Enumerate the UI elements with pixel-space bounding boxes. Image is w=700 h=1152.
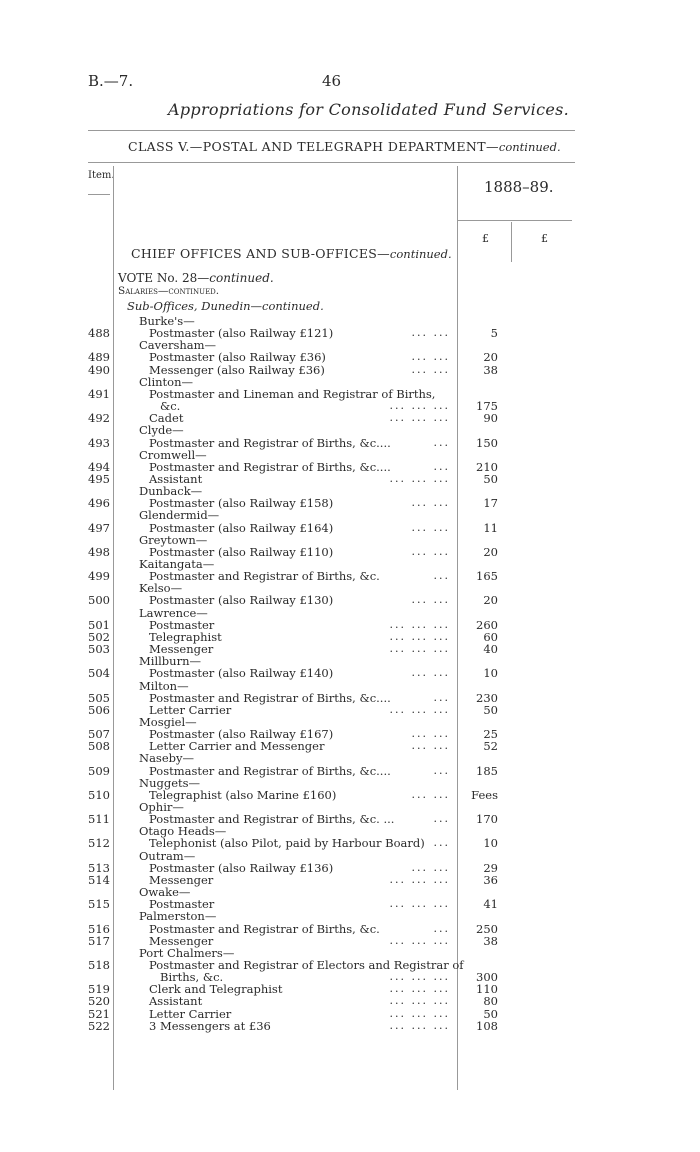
item-number: 489 [88,350,110,365]
row-amount: 5 [490,326,498,341]
place-name: Glendermid— [139,508,220,523]
row-amount: 50 [483,702,498,717]
header-rule [88,130,575,131]
row-description: Postmaster and Registrar of Births, &c. [149,921,380,936]
place-name: Kaitangata— [139,557,215,571]
year-column-header: 1888–89. [484,178,554,196]
leader-dots: ... ... ... [389,411,450,425]
leader-dots: ... [433,921,450,935]
leader-dots: ... [433,459,450,473]
item-number: 508 [88,739,110,754]
leader-dots: ... ... [411,593,450,607]
leader-dots: ... ... [411,362,450,376]
leader-dots: ... ... ... [389,933,450,947]
row-amount: 230 [476,690,498,705]
row-description: Cadet [149,411,184,426]
item-number: 511 [88,812,110,827]
row-amount: 170 [476,812,498,827]
row-amount: 165 [476,569,498,584]
item-number: 492 [88,411,110,426]
place-name: Naseby— [139,751,194,766]
leader-dots: ... [433,435,450,449]
leader-dots: ... ... ... [389,1018,450,1032]
leader-dots: ... ... ... [389,872,450,886]
item-number: 496 [88,496,110,511]
row-description: Postmaster (also Railway £140) [149,666,334,681]
class-title: CLASS V.—POSTAL AND TELEGRAPH DEPARTMENT—continued. [128,139,561,154]
place-name: Millburn— [139,654,201,669]
section-heading: CHIEF OFFICES AND SUB-OFFICES—continued. [131,246,452,261]
place-name: Ophir— [139,800,184,814]
row-amount: 250 [476,921,498,936]
row-description: Clerk and Telegraphist [149,982,283,997]
leader-dots: ... [433,836,450,850]
item-number: 503 [88,642,110,657]
leader-dots: ... ... ... [389,642,450,656]
item-underline [88,194,110,195]
item-number: 504 [88,666,110,681]
row-amount: Fees [471,787,498,802]
row-description: Postmaster and Lineman and Registrar of Births, [149,386,436,401]
row-amount: 300 [476,970,498,985]
row-description: Telegraphist (also Marine £160) [149,787,337,802]
item-number: 514 [88,872,110,887]
row-description-continued: Births, &c. [160,970,224,985]
leader-dots: ... [433,812,450,826]
place-name: Burke's— [139,314,195,328]
vote-heading: VOTE No. 28—continued. [118,271,274,285]
row-description: Assistant [149,994,203,1009]
item-number: 488 [88,326,110,341]
row-description: Letter Carrier [149,1006,232,1021]
document-reference: B.—7. [88,72,134,90]
row-description: Postmaster and Registrar of Births, &c. [149,569,380,584]
leader-dots: ... ... ... [389,970,450,984]
row-amount: 185 [476,763,498,778]
place-name: Cromwell— [139,447,207,462]
item-number: 501 [88,617,110,632]
item-number: 506 [88,702,110,717]
place-name: Greytown— [139,532,208,547]
leader-dots: ... ... [411,860,450,874]
row-amount: 10 [483,836,498,851]
place-name: Owake— [139,885,191,900]
leader-dots: ... ... [411,666,450,680]
row-amount: 20 [483,544,498,559]
row-amount: 50 [483,471,498,486]
leader-dots: ... ... ... [389,897,450,911]
item-number: 491 [88,386,110,401]
item-number: 495 [88,471,110,486]
row-amount: 20 [483,350,498,365]
item-number: 510 [88,787,110,802]
row-amount: 60 [483,629,498,644]
total-column-divider [511,222,512,262]
row-description: Postmaster and Registrar of Electors and Registrar of [149,957,464,972]
item-number: 516 [88,921,110,936]
leader-dots: ... ... [411,496,450,510]
place-name: Milton— [139,678,189,693]
item-number: 490 [88,362,110,377]
item-number: 498 [88,544,110,559]
row-description: Postmaster (also Railway £136) [149,860,334,875]
leader-dots: ... ... [411,787,450,801]
leader-dots: ... ... ... [389,399,450,413]
row-description: Postmaster and Registrar of Births, &c.... [149,459,391,474]
place-name: Port Chalmers— [139,945,235,960]
subheader-rule [457,220,572,221]
place-name: Dunback— [139,484,203,499]
leader-dots: ... ... [411,544,450,558]
leader-dots: ... ... ... [389,702,450,716]
row-amount: 80 [483,994,498,1009]
row-amount: 52 [483,739,498,754]
row-amount: 210 [476,459,498,474]
class-rule [88,162,575,163]
row-amount: 150 [476,435,498,450]
row-description: Telegraphist [149,629,222,644]
item-number: 521 [88,1006,110,1021]
row-description: Telephonist (also Pilot, paid by Harbour Board) [149,836,425,851]
leader-dots: ... ... [411,326,450,340]
leader-dots: ... [433,690,450,704]
row-description: Postmaster and Registrar of Births, &c.... [149,763,391,778]
page-title: Appropriations for Consolidated Fund Services. [168,100,570,119]
place-name: Outram— [139,848,196,863]
place-name: Nuggets— [139,775,201,790]
row-amount: 41 [483,897,498,912]
leader-dots: ... ... ... [389,629,450,643]
item-number: 500 [88,593,110,608]
amount-column-divider [457,166,458,1090]
item-number: 497 [88,520,110,535]
row-amount: 50 [483,1006,498,1021]
item-number: 493 [88,435,110,450]
leader-dots: ... ... [411,739,450,753]
leader-dots: ... ... ... [389,982,450,996]
row-description: Assistant [149,471,203,486]
place-name: Kelso— [139,581,183,596]
row-amount: 36 [483,872,498,887]
row-description: Postmaster (also Railway £158) [149,496,334,511]
row-description: Postmaster (also Railway £130) [149,593,334,608]
item-number: 505 [88,690,110,705]
page-number: 46 [322,72,342,90]
leader-dots: ... ... [411,727,450,741]
leader-dots: ... ... ... [389,1006,450,1020]
place-name: Lawrence— [139,605,208,620]
row-description: Postmaster and Registrar of Births, &c.... [149,690,391,705]
row-description: Messenger [149,642,214,657]
item-number: 517 [88,933,110,948]
row-amount: 260 [476,617,498,632]
row-description: Postmaster (also Railway £36) [149,350,326,365]
row-description: Postmaster (also Railway £167) [149,727,334,742]
item-number: 522 [88,1018,110,1033]
item-number: 502 [88,629,110,644]
place-name: Palmerston— [139,909,217,924]
item-number: 499 [88,569,110,584]
leader-dots: ... ... ... [389,471,450,485]
leader-dots: ... ... [411,520,450,534]
item-column-header: Item. [88,170,115,181]
row-amount: 25 [483,727,498,742]
leader-dots: ... ... ... [389,617,450,631]
item-number: 512 [88,836,110,851]
leader-dots: ... [433,569,450,583]
item-number: 515 [88,897,110,912]
row-description: Messenger [149,933,214,948]
row-amount: 20 [483,593,498,608]
row-amount: 11 [483,520,498,535]
row-description: Postmaster (also Railway £164) [149,520,334,535]
row-description: Postmaster (also Railway £110) [149,544,334,559]
item-number: 509 [88,763,110,778]
suboffices-heading: Sub-Offices, Dunedin—continued. [127,299,324,313]
row-amount: 29 [483,860,498,875]
item-number: 494 [88,459,110,474]
pound-sign-2: £ [541,232,548,245]
item-number: 518 [88,957,110,972]
row-amount: 175 [476,399,498,414]
place-name: Otago Heads— [139,824,227,839]
row-amount: 38 [483,362,498,377]
item-number: 513 [88,860,110,875]
row-description: 3 Messengers at £36 [149,1018,271,1033]
place-name: Mosgiel— [139,714,197,729]
row-amount: 10 [483,666,498,681]
item-number: 520 [88,994,110,1009]
row-description: Letter Carrier [149,702,232,717]
row-description: Postmaster [149,617,215,632]
row-amount: 110 [476,982,498,997]
leader-dots: ... ... ... [389,994,450,1008]
row-amount: 40 [483,642,498,657]
salaries-heading: Salaries—continued. [118,285,220,297]
row-amount: 90 [483,411,498,426]
item-number: 519 [88,982,110,997]
row-amount: 17 [483,496,498,511]
pound-sign-1: £ [482,232,489,245]
leader-dots: ... ... [411,350,450,364]
row-description: Messenger (also Railway £36) [149,362,325,377]
place-name: Caversham— [139,338,217,353]
row-amount: 38 [483,933,498,948]
row-description: Postmaster [149,897,215,912]
row-description: Postmaster (also Railway £121) [149,326,334,341]
row-description: Postmaster and Registrar of Births, &c.... [149,435,391,450]
row-description: Postmaster and Registrar of Births, &c. ... [149,812,395,827]
item-column-divider [113,166,114,1090]
place-name: Clyde— [139,423,184,438]
item-number: 507 [88,727,110,742]
row-description: Messenger [149,872,214,887]
row-amount: 108 [476,1018,498,1033]
place-name: Clinton— [139,374,194,389]
row-description: Letter Carrier and Messenger [149,739,325,754]
row-description-continued: &c. [160,399,181,414]
leader-dots: ... [433,763,450,777]
